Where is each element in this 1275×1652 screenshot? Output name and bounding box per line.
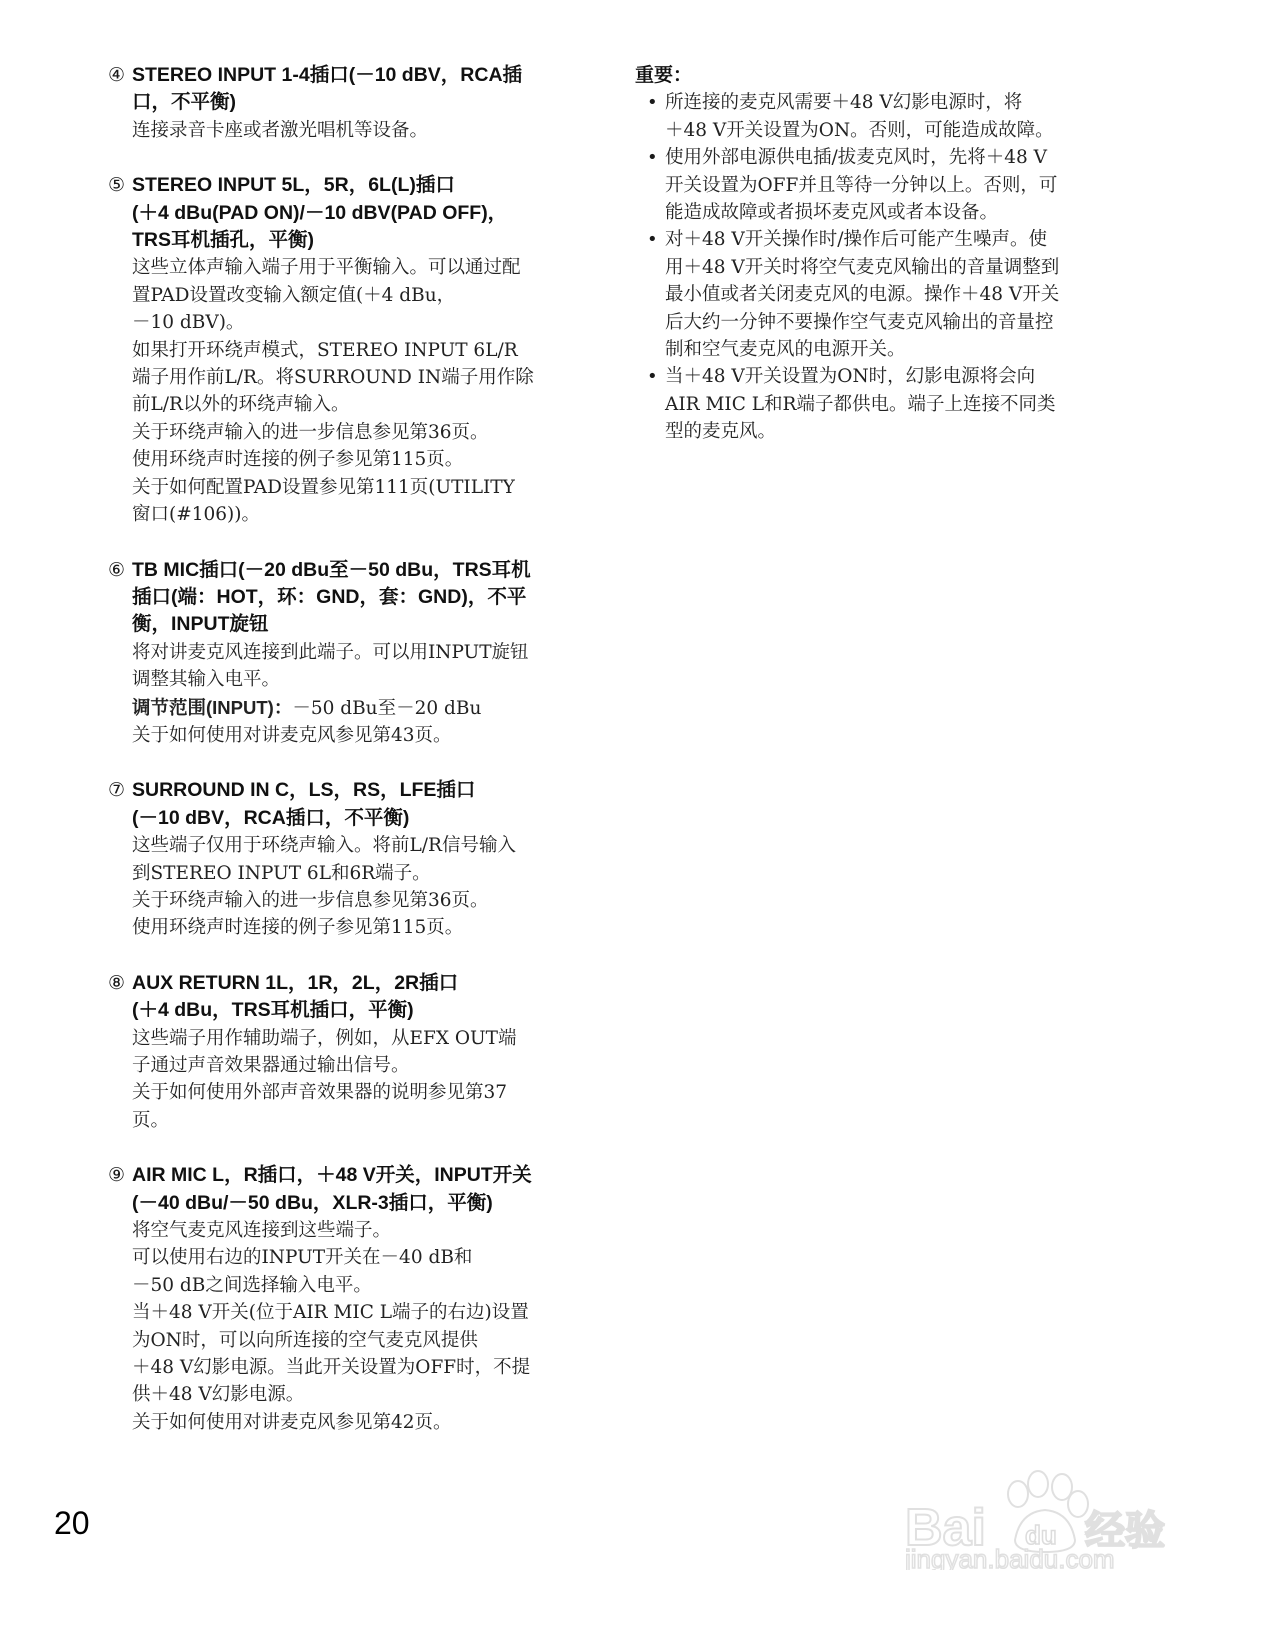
watermark-brand: Bai [905,1499,986,1557]
bullet-dot-icon: • [647,92,658,114]
item-body: 关于环绕声输入的进一步信息参见第36页。 [132,421,489,443]
item-body: 这些端子仅用于环绕声输入。将前L/R信号输入 [132,835,516,857]
bullet-text: AIR MIC L和R端子都供电。端子上连接不同类 [665,393,1056,415]
important-bullet [647,144,1135,226]
item-heading: SURROUND IN C，LS，RS，LFE插口 [132,779,476,802]
bullet-text: 能造成故障或者损坏麦克风或者本设备。 [665,202,999,224]
item-body: 关于如何使用对讲麦克风参见第43页。 [132,724,452,746]
important-bullet [647,363,1135,445]
bullet-text: 开关设置为OFF并且等待一分钟以上。否则，可 [665,174,1058,196]
important-bullet [647,89,1135,144]
bullet-text: 型的麦克风。 [665,421,777,443]
item-body: 连接录音卡座或者激光唱机等设备。 [132,119,429,141]
bullet-text: 后大约一分钟不要操作空气麦克风输出的音量控 [665,311,1054,333]
bullet-text: 当＋48 V开关设置为ON时，幻影电源将会向 [665,366,1036,388]
item-heading: STEREO INPUT 5L，5R，6L(L)插口 [132,174,455,197]
item-heading: (－40 dBu/－50 dBu，XLR-3插口，平衡) [132,1191,493,1214]
item-stereo-input-1-4 [108,62,608,144]
bullet-text: 所连接的麦克风需要＋48 V幻影电源时，将 [665,92,1023,114]
bullet-text: 用＋48 V开关时将空气麦克风输出的音量调整到 [665,256,1060,278]
item-body: ＋48 V幻影电源。当此开关设置为OFF时，不提 [132,1357,531,1379]
item-body: 供＋48 V幻影电源。 [132,1384,305,1406]
item-body: 如果打开环绕声模式，STEREO INPUT 6L/R [132,339,518,361]
range-label: 调节范围(INPUT)： [132,696,293,718]
important-bullet [647,226,1135,363]
item-body: 为ON时，可以向所连接的空气麦克风提供 [132,1329,478,1351]
item-marker: ⑦ [108,779,126,802]
item-heading: 衡，INPUT旋钮 [132,613,269,636]
item-heading: 口，不平衡) [132,91,236,114]
item-body: 将对讲麦克风连接到此端子。可以用INPUT旋钮 [132,641,529,663]
item-body: －10 dBV)。 [132,312,245,334]
bullet-text: 制和空气麦克风的电源开关。 [665,339,906,361]
item-heading: TRS耳机插孔，平衡) [132,229,314,252]
item-aux-return [108,970,608,1134]
item-marker: ⑨ [108,1164,126,1187]
item-heading: STEREO INPUT 1-4插口(－10 dBV，RCA插 [132,64,523,86]
item-body: 子通过声音效果器通过输出信号。 [132,1055,410,1076]
item-body: 使用环绕声时连接的例子参见第115页。 [132,917,464,939]
item-body: 这些端子用作辅助端子，例如，从EFX OUT端 [132,1027,517,1049]
item-body: －50 dB之间选择输入电平。 [132,1274,372,1296]
item-body: 关于如何使用外部声音效果器的说明参见第37 [132,1082,508,1104]
bullet-dot-icon: • [647,366,658,388]
bullet-dot-icon: • [647,147,658,169]
left-column [108,62,608,1464]
item-body: 这些立体声输入端子用于平衡输入。可以通过配 [132,257,521,279]
bullet-text: ＋48 V开关设置为ON。否则，可能造成故障。 [665,119,1054,141]
item-marker: ⑥ [108,558,126,581]
watermark-cn: 经验 [1085,1508,1165,1554]
item-heading: 插口(端：HOT，环：GND，套：GND)，不平 [132,585,527,608]
item-heading: AUX RETURN 1L，1R，2L，2R插口 [132,971,459,994]
bullet-dot-icon: • [647,229,658,251]
item-surround-in [108,777,608,941]
watermark-url: jingyan.baidu.com [905,1544,1115,1570]
item-tb-mic [108,557,608,750]
item-body: 使用环绕声时连接的例子参见第115页。 [132,449,464,471]
range-value: －50 dBu至－20 dBu [292,697,482,719]
item-stereo-input-5-6 [108,172,608,528]
item-marker: ⑧ [108,971,126,994]
item-body: 关于如何使用对讲麦克风参见第42页。 [132,1411,452,1433]
item-body: 端子用作前L/R。将SURROUND IN端子用作除 [132,367,534,389]
item-heading: (＋4 dBu，TRS耳机插口，平衡) [132,999,414,1022]
right-column-important [635,62,1135,446]
important-title: 重要： [635,65,693,86]
item-marker: ⑤ [108,174,126,197]
item-air-mic [108,1162,608,1436]
item-body: 调整其输入电平。 [132,669,281,691]
item-body: 前L/R以外的环绕声输入。 [132,394,350,416]
item-body: 将空气麦克风连接到这些端子。 [132,1220,392,1242]
item-body: 到STEREO INPUT 6L和6R端子。 [132,862,431,884]
item-heading: AIR MIC L，R插口，＋48 V开关，INPUT开关 [132,1164,532,1187]
bullet-text: 对＋48 V开关操作时/操作后可能产生噪声。使 [665,229,1048,251]
item-body: 窗口(#106))。 [132,504,260,526]
item-heading: (＋4 dBu(PAD ON)/－10 dBV(PAD OFF)， [132,201,508,224]
item-body: 关于环绕声输入的进一步信息参见第36页。 [132,889,489,911]
baidu-paw-logo-icon [905,1460,1205,1570]
item-body: 置PAD设置改变输入额定值(＋4 dBu， [132,284,456,306]
item-body: 页。 [132,1109,170,1131]
item-marker: ④ [108,64,126,86]
page-number: 20 [54,1505,90,1541]
item-heading: TB MIC插口(－20 dBu至－50 dBu，TRS耳机 [132,558,531,581]
adjustment-range [132,694,608,722]
watermark-du: du [1025,1520,1057,1550]
item-body: 当＋48 V开关(位于AIR MIC L端子的右边)设置 [132,1302,529,1324]
bullet-text: 最小值或者关闭麦克风的电源。操作＋48 V开关 [665,284,1060,306]
item-body: 关于如何配置PAD设置参见第111页(UTILITY [132,476,515,498]
item-body: 可以使用右边的INPUT开关在－40 dB和 [132,1247,473,1269]
item-heading: (－10 dBV，RCA插口，不平衡) [132,806,410,829]
baidu-jingyan-watermark [905,1460,1205,1570]
bullet-text: 使用外部电源供电插/拔麦克风时，先将＋48 V [665,147,1048,169]
